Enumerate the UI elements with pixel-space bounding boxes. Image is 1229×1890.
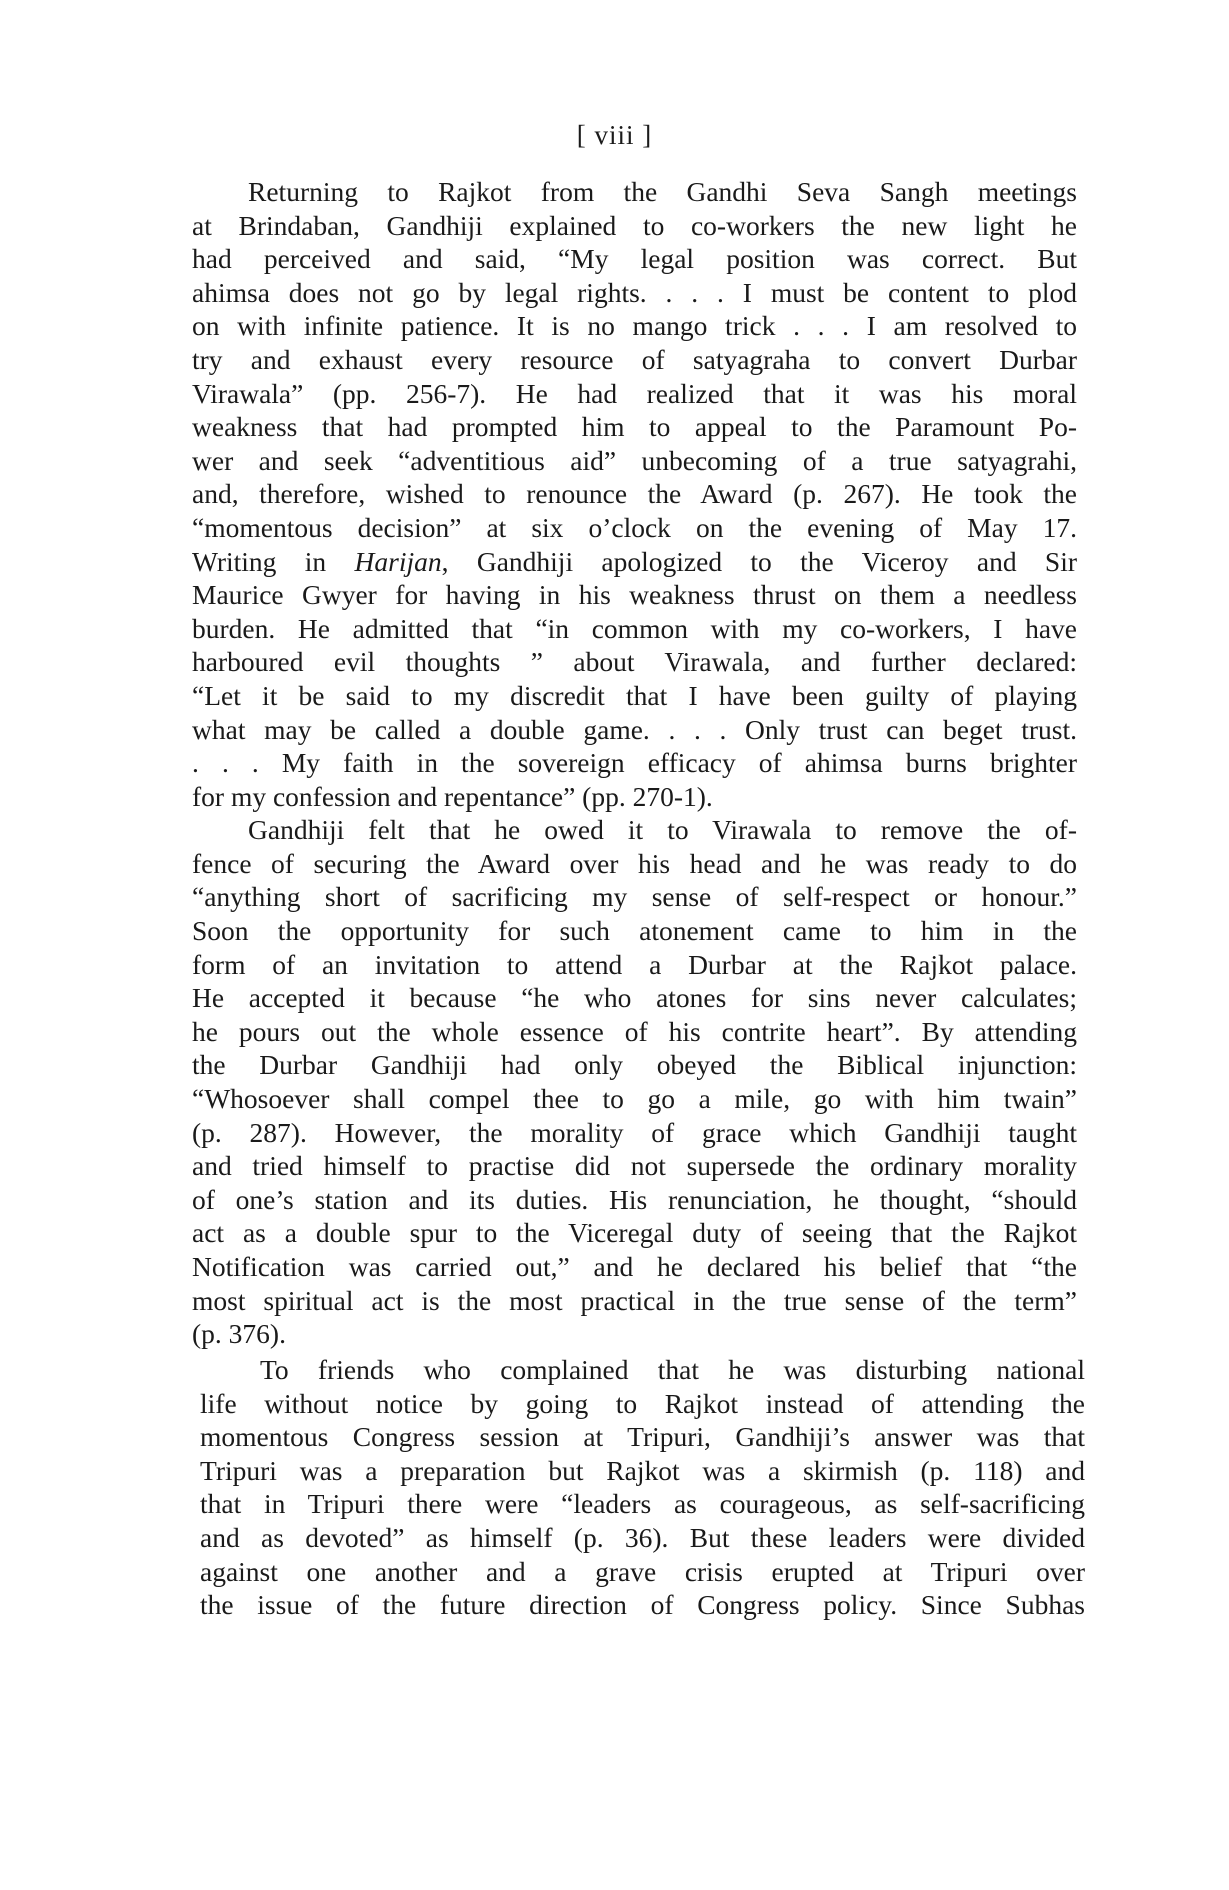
text-line: (p. 376). — [192, 1318, 286, 1350]
text-line: weakness that had prompted him to appeal to the Paramount Po- — [192, 411, 1077, 443]
text-line: harboured evil thoughts ” about Virawala, and further declared: — [192, 646, 1077, 678]
text-line: Maurice Gwyer for having in his weakness thrust on them a needless — [192, 579, 1077, 611]
text-line: . . . My faith in the sovereign efficacy of ahimsa burns brighter — [192, 747, 1077, 779]
text-line: the issue of the future direction of Congress policy. Since Subhas — [200, 1589, 1085, 1621]
text-line: fence of securing the Award over his head and he was ready to do — [192, 847, 1077, 879]
text-line: “momentous decision” at six o’clock on the evening of May 17. — [192, 511, 1077, 543]
text-line: act as a double spur to the Viceregal duty of seeing that the Rajkot — [192, 1217, 1077, 1249]
text-line: life without notice by going to Rajkot instead of attending the — [200, 1387, 1085, 1419]
text-line: that in Tripuri there were “leaders as courageous, as self-sacrificing — [200, 1488, 1085, 1520]
text-line: the Durbar Gandhiji had only obeyed the Biblical injunction: — [192, 1049, 1077, 1081]
text-line: To friends who complained that he was disturbing national — [260, 1354, 1085, 1385]
text-line: Returning to Rajkot from the Gandhi Seva Sangh meetings — [248, 176, 1077, 207]
text-line: and, therefore, wished to renounce the Award (p. 267). He took the — [192, 478, 1077, 510]
text-line: form of an invitation to attend a Durbar at the Rajkot palace. — [192, 948, 1077, 980]
text-line: burden. He admitted that “in common with my co-workers, I have — [192, 612, 1077, 644]
text-line: on with infinite patience. It is no mango trick . . . I am resolved to — [192, 310, 1077, 342]
text-line: Gandhiji felt that he owed it to Virawala to remove the of- — [248, 814, 1077, 846]
text-line: had perceived and said, “My legal position was correct. But — [192, 243, 1077, 275]
text-line: Notification was carried out,” and he declared his belief that “the — [192, 1251, 1077, 1282]
text-line: Tripuri was a preparation but Rajkot was a skirmish (p. 118) and — [200, 1454, 1085, 1486]
body-text-block-2 — [200, 1353, 1085, 1622]
text-line: “Let it be said to my discredit that I have been guilty of playing — [192, 679, 1077, 711]
text-line: “anything short of sacrificing my sense of self-respect or honour.” — [192, 881, 1077, 913]
page-number: [ viii ] — [576, 120, 653, 150]
text-fragment: , Gandhiji apologized to the Viceroy and Sir — [441, 545, 1078, 577]
text-line: and as devoted” as himself (p. 36). But these leaders were divided — [200, 1521, 1085, 1553]
text-line: momentous Congress session at Tripuri, Gandhiji’s answer was that — [200, 1421, 1085, 1453]
text-line: “Whosoever shall compel thee to go a mile, go with him twain” — [192, 1083, 1077, 1115]
text-line: what may be called a double game. . . . Only trust can beget trust. — [192, 713, 1077, 745]
text-line: for my confession and repentance” (pp. 270-1). — [192, 780, 713, 812]
text-line: Soon the opportunity for such atonement came to him in the — [192, 915, 1077, 947]
text-line: and tried himself to practise did not supersede the ordinary morality — [192, 1150, 1077, 1182]
text-line: wer and seek “adventitious aid” unbecoming of a true satyagrahi, — [192, 444, 1077, 476]
body-text-block-1 — [192, 175, 1077, 1351]
text-line: (p. 287). However, the morality of grace which Gandhiji taught — [192, 1116, 1077, 1148]
italic-title-harijan: Harijan — [354, 545, 442, 577]
text-line: most spiritual act is the most practical in the true sense of the term” — [192, 1284, 1077, 1316]
text-line: ahimsa does not go by legal rights. . . . I must be content to plod — [192, 276, 1077, 308]
text-line: at Brindaban, Gandhiji explained to co-workers the new light he — [192, 209, 1077, 241]
text-line: Virawala” (pp. 256-7). He had realized that it was his moral — [192, 377, 1077, 409]
text-line: he pours out the whole essence of his contrite heart”. By attending — [192, 1015, 1077, 1047]
text-fragment: Writing in — [192, 545, 327, 577]
text-line: against one another and a grave crisis erupted at Tripuri over — [200, 1555, 1085, 1587]
text-line: try and exhaust every resource of satyagraha to convert Durbar — [192, 343, 1077, 375]
text-line-with-italic — [192, 545, 1077, 579]
text-line: of one’s station and its duties. His renunciation, he thought, “should — [192, 1183, 1077, 1215]
text-line: He accepted it because “he who atones for sins never calculates; — [192, 982, 1077, 1014]
